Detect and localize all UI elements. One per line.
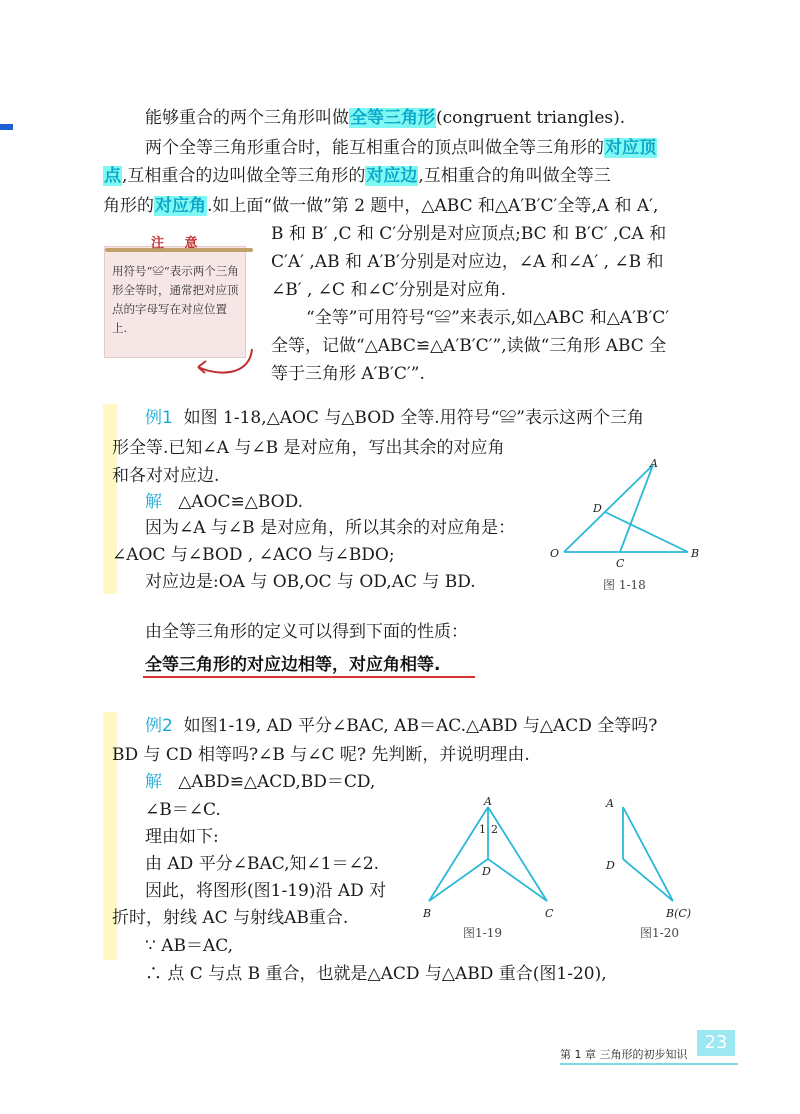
page-number: 23 [697,1030,735,1056]
example1-line-3: 和各对对应边. [112,466,220,486]
property-statement: 全等三角形的对应边相等，对应角相等. [145,655,441,675]
intro-line-10: 等于三角形 A′B′C′”. [271,364,425,384]
intro-line-9: 全等，记做“△ABC≌△A′B′C′”,读做“三角形 ABC 全 [271,336,667,356]
property-intro: 由全等三角形的定义可以得到下面的性质： [145,622,468,642]
example1-line-1: 例1 如图 1-18,△AOC 与△BOD 全等.用符号“≌”表示这两个三角 [145,408,644,428]
label-b: B [423,907,432,920]
example2-line-4: ∠B＝∠C. [145,800,221,820]
label-a: A [484,795,492,808]
example1-line-7: 对应边是:OA 与 OB,OC 与 OD,AC 与 BD. [145,572,476,592]
label-angle-2: 2 [491,823,498,836]
label-d: D [593,502,602,515]
example2-line-6: 由 AD 平分∠BAC,知∠1＝∠2. [145,854,380,874]
label-a: A [606,797,614,810]
label-o: O [550,547,560,560]
example2-line-2: BD 与 CD 相等吗?∠B 与∠C 呢? 先判断，并说明理由. [112,745,530,765]
label-c: C [545,907,554,920]
example1-line-6: ∠AOC 与∠BOD , ∠ACO 与∠BDO; [112,545,395,565]
note-arrow-icon [190,345,260,385]
example2-line-7: 因此，将图形(图1-19)沿 AD 对 [145,881,387,901]
footer-rule [560,1063,738,1065]
example1-line-5: 因为∠A 与∠B 是对应角，所以其余的对应角是： [145,518,516,538]
label-bc: B(C) [666,907,692,920]
intro-line-7: ∠B′ , ∠C 和∠C′分别是对应角. [271,280,506,300]
figure-1-18 [545,455,705,575]
example2-label: 例2 [145,716,173,736]
figure-1-18-caption: 图 1-18 [603,578,646,592]
example1-solve-label: 解 [145,492,162,512]
figure-1-19 [415,795,575,925]
segment-db [605,512,688,552]
intro-line-5: B 和 B′ ,C 和 C′分别是对应顶点;BC 和 B′C′ ,CA 和 [271,224,667,244]
figure-1-20-caption: 图1-20 [640,926,679,940]
note-text: 用符号“≌”表示两个三角形全等时，通常把对应顶点的字母写在对应位置上. [112,264,239,335]
example2-line-9: ∵ AB＝AC, [145,936,234,956]
label-a: A [650,457,658,470]
example1-line-4: 解 △AOC≌△BOD. [145,492,304,512]
term-corresponding-vertex: 对应顶 [605,138,656,158]
intro-line-1: 能够重合的两个三角形叫做全等三角形(congruent triangles). [145,108,626,128]
example2-solve-label: 解 [145,772,162,792]
segment-ac [620,465,653,552]
margin-marker [0,124,13,130]
intro-line-8: “全等”可用符号“≌”来表示,如△ABC 和△A′B′C′ [306,308,670,328]
example2-line-10: ∴ 点 C 与点 B 重合，也就是△ACD 与△ABD 重合(图1-20), [145,964,607,984]
intro-line-4: 角形的对应角.如上面“做一做”第 2 题中，△ABC 和△A′B′C′全等,A 和 A′, [103,196,659,216]
intro-line-3: 点,互相重合的边叫做全等三角形的对应边,互相重合的角叫做全等三 [104,166,611,186]
segment-bd [429,859,488,901]
term-corresponding-side: 对应边 [366,166,418,186]
label-b: B [691,547,700,560]
example1-band [103,404,117,594]
example2-line-8: 折时，射线 AC 与射线AB重合. [112,908,349,928]
intro-line-6: C′A′ ,AB 和 A′B′分别是对应边，∠A 和∠A′ , ∠B 和 [271,252,664,272]
label-angle-1: 1 [479,823,486,836]
example1-line-2: 形全等.已知∠A 与∠B 是对应角，写出其余的对应角 [112,438,505,458]
label-d: D [482,865,491,878]
segment-oa [564,465,653,552]
example2-line-5: 理由如下: [145,827,219,847]
figure-1-19-caption: 图1-19 [463,926,502,940]
segment-ac [488,807,547,901]
intro-line-2: 两个全等三角形重合时，能互相重合的顶点叫做全等三角形的对应顶 [145,138,656,158]
footer-chapter: 第 1 章 三角形的初步知识 [560,1048,688,1061]
segment-ab [623,807,673,901]
segment-cd [488,859,547,901]
term-congruent-triangles: 全等三角形 [350,108,435,128]
figure-1-20 [600,795,710,925]
example2-line-1: 例2 如图1-19, AD 平分∠BAC, AB＝AC.△ABD 与△ACD 全等吗? [145,716,658,736]
label-d: D [606,859,615,872]
example2-line-3: 解 △ABD≌△ACD,BD＝CD, [145,772,376,792]
term-corresponding-angle: 对应角 [155,196,206,216]
note-title: 注 意 [151,236,206,251]
example1-label: 例1 [145,408,173,428]
segment-ab [429,807,488,901]
segment-db [623,859,673,901]
label-c: C [616,557,625,570]
property-underline [143,676,475,678]
